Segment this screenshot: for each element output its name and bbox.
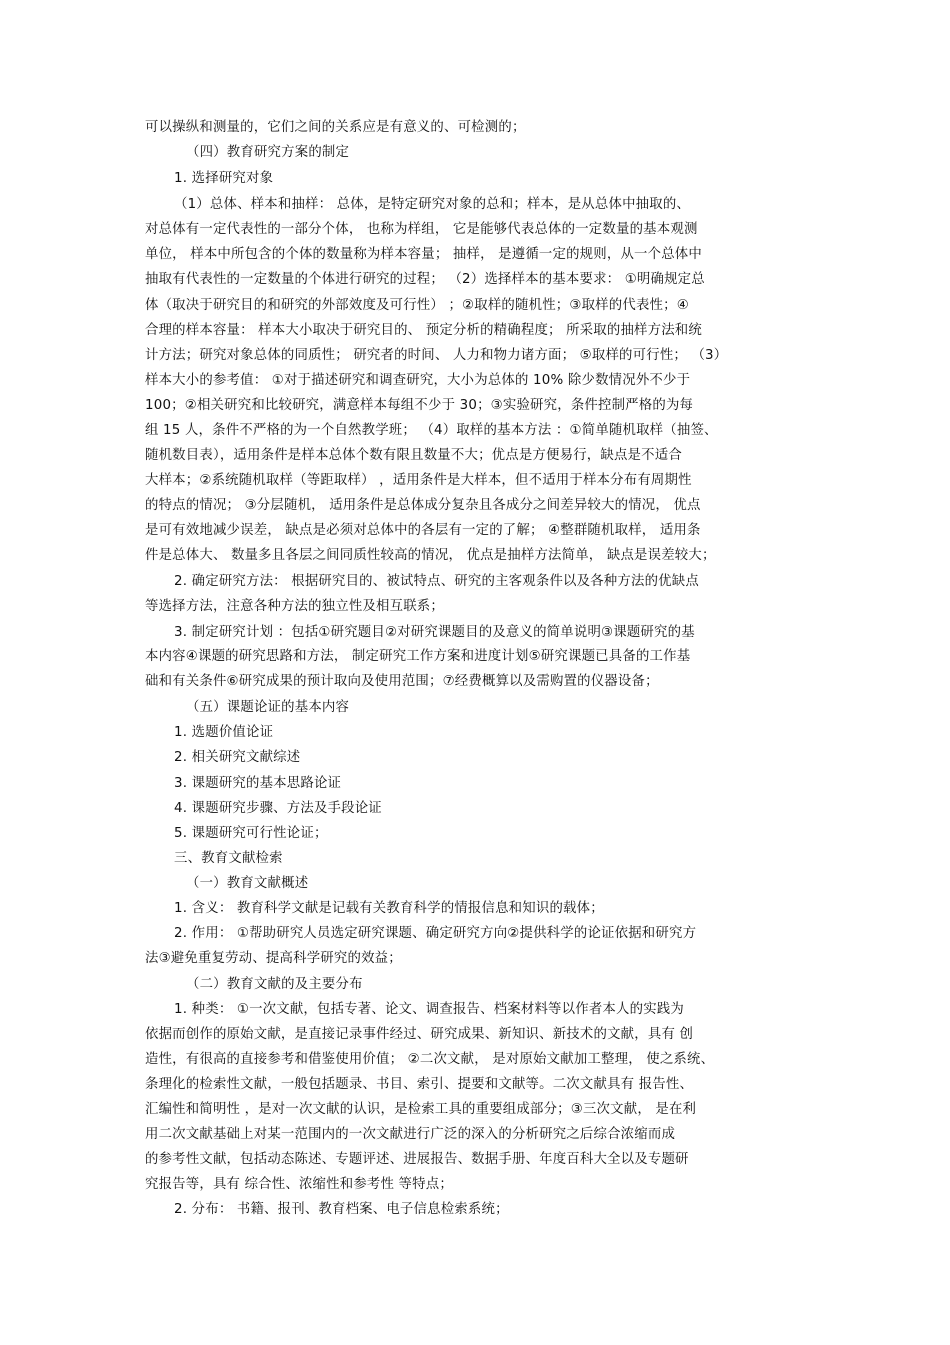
text-line: 等选择方法，注意各种方法的独立性及相互联系； <box>145 599 444 614</box>
subsection-heading: 2. 分布： 书籍、报刊、教育档案、电子信息检索系统； <box>174 1202 509 1217</box>
list-item: 2. 相关研究文献综述 <box>174 750 301 765</box>
text-line: 本内容④课题的研究思路和方法， 制定研究工作方案和进度计划⑤研究课题已具备的工作基 <box>145 649 691 664</box>
text-line: 的特点的情况； ③分层随机， 适用条件是总体成分复杂且各成分之间差异较大的情况， 优点 <box>145 498 701 513</box>
text-line: 计方法；研究对象总体的同质性； 研究者的时间、 人力和物力诸方面； ⑤取样的可行性； （3） <box>145 348 728 363</box>
text-line: 究报告等，具有 综合性、浓缩性和参考性 等特点； <box>145 1177 453 1192</box>
subsection-heading: 1. 选择研究对象 <box>174 171 274 186</box>
list-item: 4. 课题研究步骤、方法及手段论证 <box>174 801 382 816</box>
text-line: 合理的样本容量： 样本大小取决于研究目的、 预定分析的精确程度； 所采取的抽样方法和统 <box>145 323 702 338</box>
text-line: 件是总体大、 数量多且各层之间同质性较高的情况， 优点是抽样方法简单， 缺点是误差较大； <box>145 548 716 563</box>
text-line: 组 15 人，条件不严格的为一个自然教学班； （4）取样的基本方法 ：①简单随机取样（抽签、 <box>145 423 718 438</box>
text-line: 体（取决于研究目的和研究的外部效度及可行性） ；②取样的随机性；③取样的代表性；④ <box>145 298 689 313</box>
section-heading: （四）教育研究方案的制定 <box>186 145 350 160</box>
text-line: 条理化的检索性文献，一般包括题录、书目、索引、提要和文献等。二次文献具有 报告性、 <box>145 1077 694 1092</box>
subsection-heading: 1. 种类： ①一次文献，包括专著、论文、调查报告、档案材料等以作者本人的实践为 <box>174 1002 684 1017</box>
text-line: 造性，有很高的直接参考和借鉴使用价值； ②二次文献， 是对原始文献加工整理， 使之系统、 <box>145 1052 715 1067</box>
subsection-heading: 2. 确定研究方法： 根据研究目的、被试特点、研究的主客观条件以及各种方法的优缺点 <box>174 574 699 589</box>
text-line: （1）总体、样本和抽样： 总体，是特定研究对象的总和；样本，是从总体中抽取的、 <box>174 197 691 212</box>
text-line: 单位， 样本中所包含的个体的数量称为样本容量； 抽样， 是遵循一定的规则，从一个总体中 <box>145 247 702 262</box>
subsection-heading: 1. 含义： 教育科学文献是记载有关教育科学的情报信息和知识的载体； <box>174 901 604 916</box>
text-line: 是可有效地减少误差， 缺点是必须对总体中的各层有一定的了解； ④整群随机取样， 适用条 <box>145 523 701 538</box>
text-line: 样本大小的参考值： ①对于描述研究和调查研究，大小为总体的 10% 除少数情况外不少于 <box>145 373 691 388</box>
text-line: 础和有关条件⑥研究成果的预计取向及使用范围；⑦经费概算以及需购置的仪器设备； <box>145 674 659 689</box>
section-heading: （五）课题论证的基本内容 <box>186 700 350 715</box>
chapter-heading: 三、教育文献检索 <box>174 851 283 866</box>
section-heading: （一）教育文献概述 <box>186 876 309 891</box>
text-line: 大样本；②系统随机取样（等距取样） ，适用条件是大样本，但不适用于样本分布有周期性 <box>145 473 692 488</box>
subsection-heading: 3. 制定研究计划 ：包括①研究题目②对研究课题目的及意义的简单说明③课题研究的基 <box>174 625 695 640</box>
text-line: 依据而创作的原始文献，是直接记录事件经过、研究成果、新知识、新技术的文献，具有 创 <box>145 1027 694 1042</box>
text-line: 可以操纵和测量的，它们之间的关系应是有意义的、可检测的； <box>145 120 526 135</box>
text-line: 对总体有一定代表性的一部分个体， 也称为样组， 它是能够代表总体的一定数量的基本观测 <box>145 222 698 237</box>
text-line: 的参考性文献，包括动态陈述、专题评述、进展报告、数据手册、年度百科大全以及专题研 <box>145 1152 689 1167</box>
list-item: 5. 课题研究可行性论证； <box>174 826 328 841</box>
text-line: 100；②相关研究和比较研究，满意样本每组不少于 30；③实验研究，条件控制严格的为每 <box>145 398 694 413</box>
list-item: 3. 课题研究的基本思路论证 <box>174 776 342 791</box>
section-heading: （二）教育文献的及主要分布 <box>186 977 363 992</box>
text-line: 随机数目表），适用条件是样本总体个数有限且数量不大；优点是方便易行，缺点是不适合 <box>145 448 682 463</box>
list-item: 1. 选题价值论证 <box>174 725 274 740</box>
text-line: 法③避免重复劳动、提高科学研究的效益； <box>145 951 402 966</box>
text-line: 用二次文献基础上对某一范围内的一次文献进行广泛的深入的分析研究之后综合浓缩而成 <box>145 1127 676 1142</box>
subsection-heading: 2. 作用： ①帮助研究人员选定研究课题、确定研究方向②提供科学的论证依据和研究方 <box>174 926 697 941</box>
text-line: 抽取有代表性的一定数量的个体进行研究的过程； （2）选择样本的基本要求： ①明确规定总 <box>145 272 705 287</box>
text-line: 汇编性和简明性 ，是对一次文献的认识，是检索工具的重要组成部分；③三次文献， 是在利 <box>145 1102 697 1117</box>
